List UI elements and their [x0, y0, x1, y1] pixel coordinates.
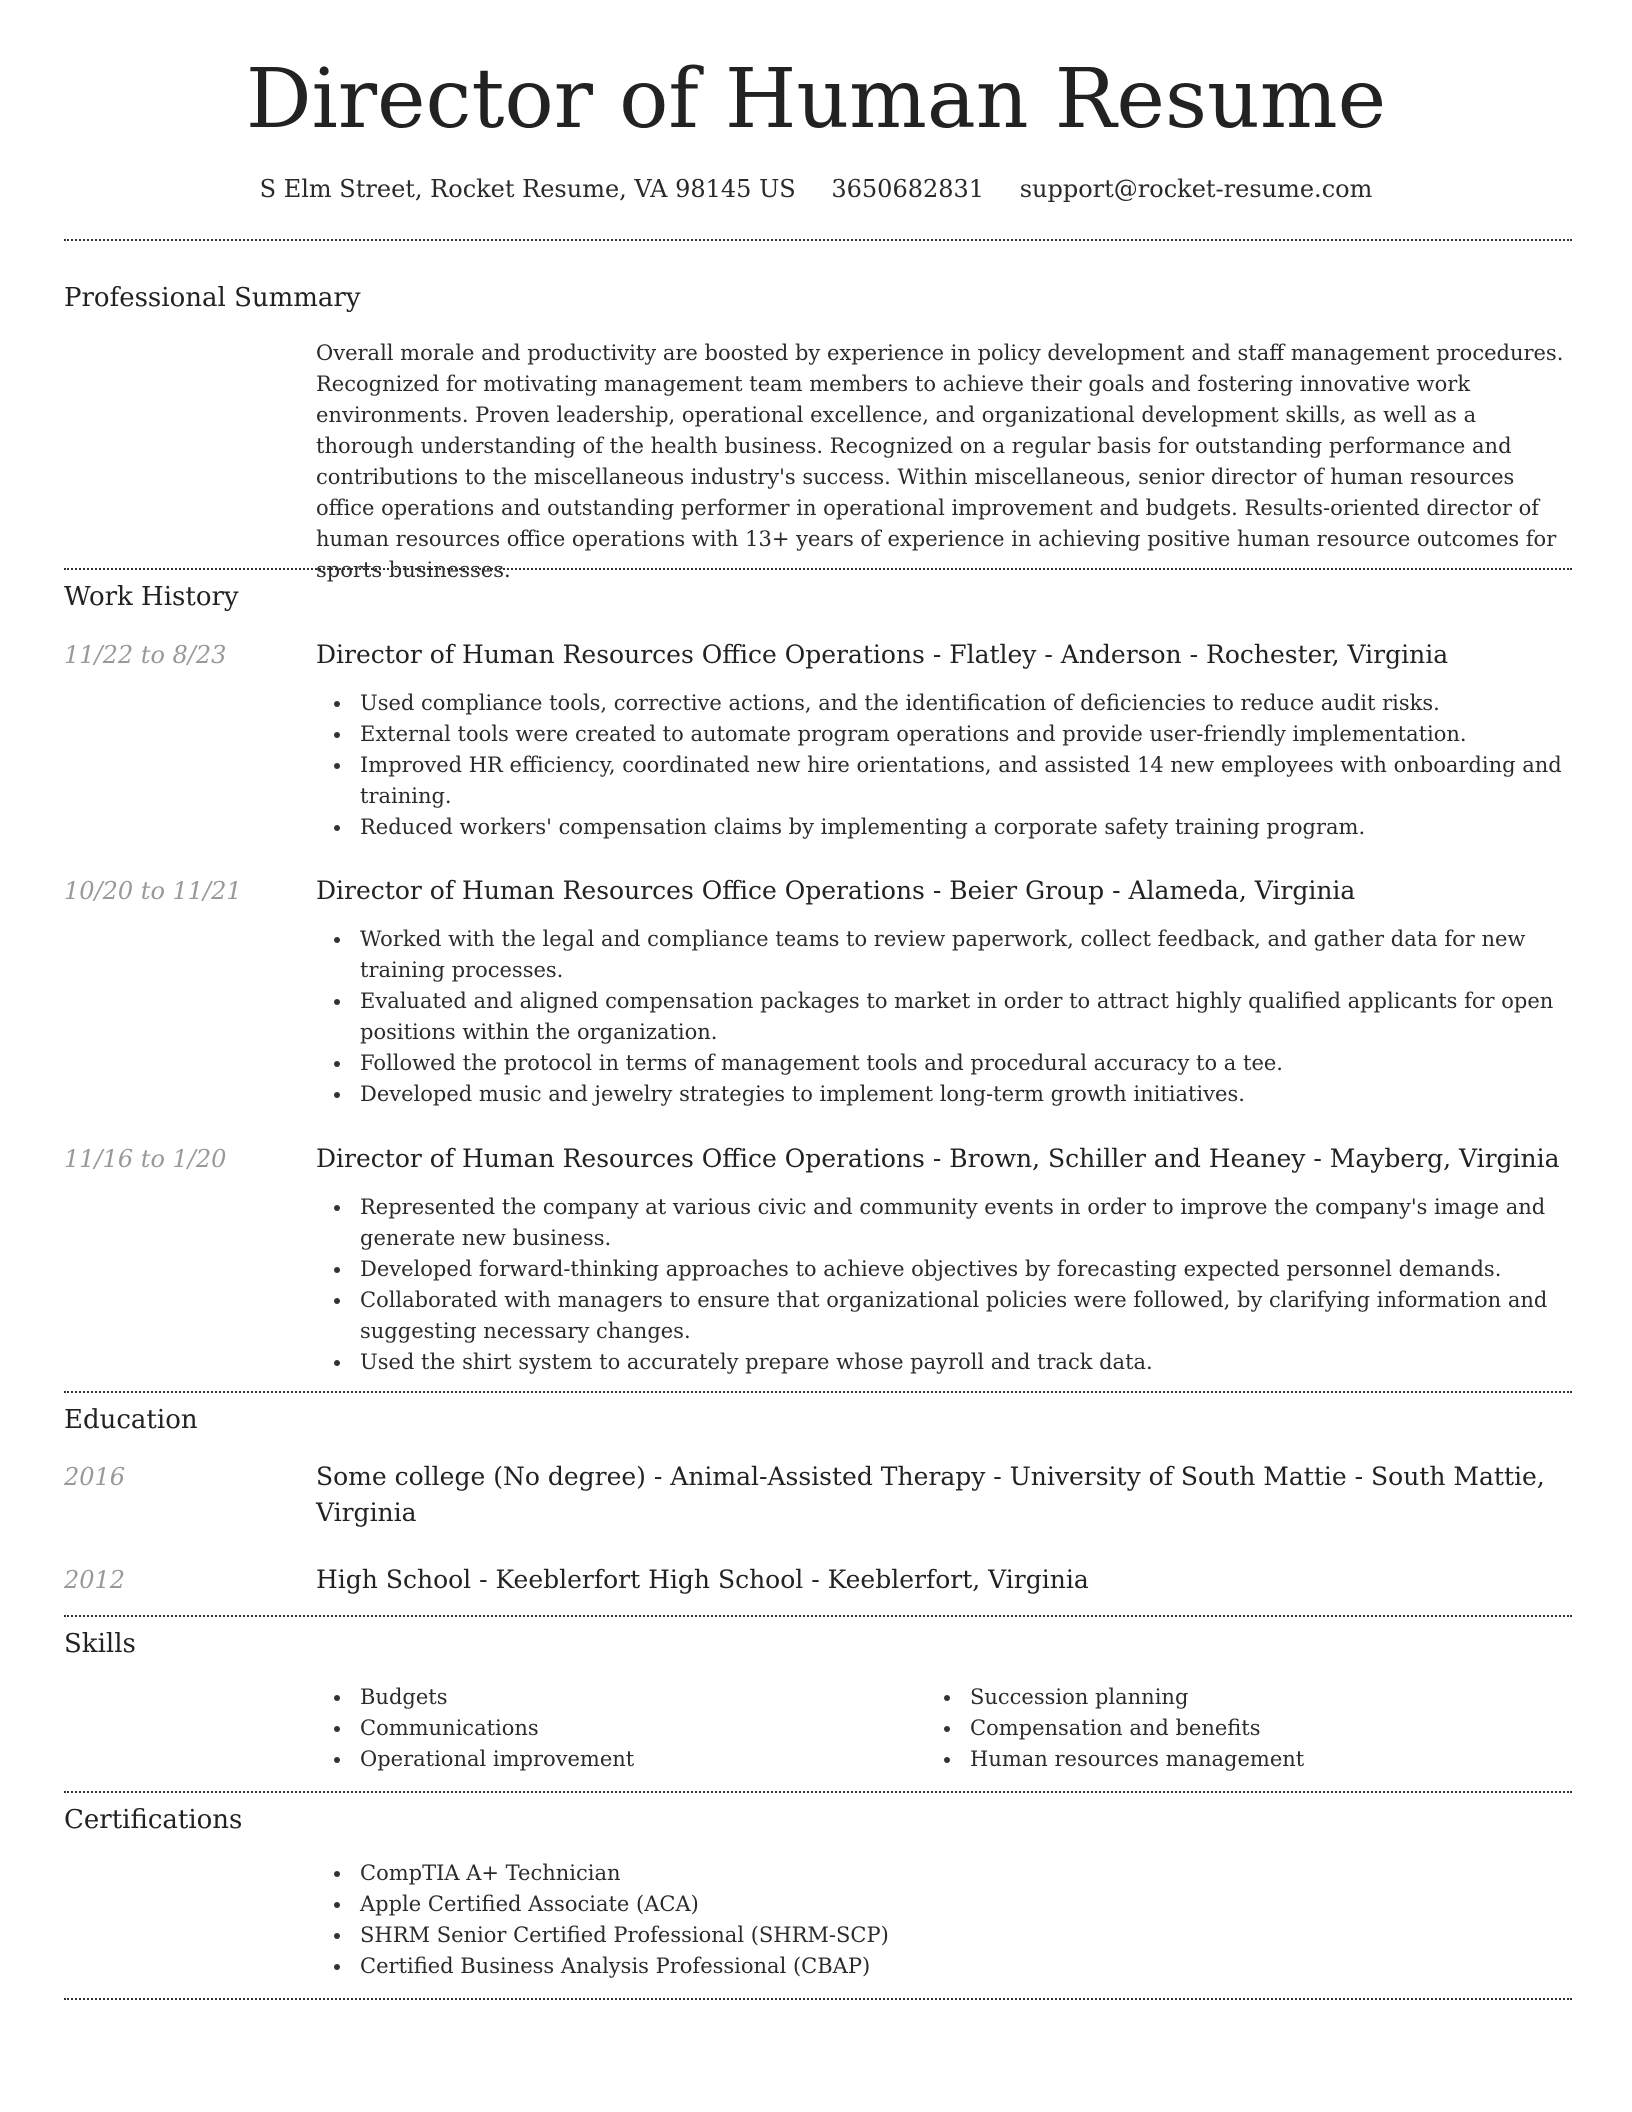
- skills-list-right: [926, 1682, 1526, 1775]
- job-dates: 11/16 to 1/20: [64, 1145, 227, 1173]
- skill-item: Budgets: [360, 1682, 916, 1713]
- job-bullet: Used the shirt system to accurately prepare whose payroll and track data.: [360, 1347, 1572, 1378]
- section-divider: [64, 1791, 1572, 1793]
- job-dates: 11/22 to 8/23: [64, 641, 227, 669]
- skill-item: Compensation and benefits: [970, 1713, 1526, 1744]
- job-bullet: External tools were created to automate program operations and provide user-friendly implementation.: [360, 719, 1572, 750]
- education-heading: Education: [64, 1405, 198, 1435]
- contact-email: support@rocket-resume.com: [1019, 175, 1373, 203]
- skill-item: Human resources management: [970, 1744, 1526, 1775]
- job-bullet: Reduced workers' compensation claims by implementing a corporate safety training program.: [360, 812, 1572, 843]
- job-bullet: Improved HR efficiency, coordinated new hire orientations, and assisted 14 new employees with onboarding and training.: [360, 750, 1572, 812]
- contact-line: [0, 172, 1632, 206]
- certification-item: Apple Certified Associate (ACA): [360, 1889, 1572, 1920]
- education-year: 2016: [64, 1463, 126, 1491]
- skills-heading: Skills: [64, 1629, 136, 1659]
- summary-heading: Professional Summary: [64, 283, 361, 313]
- job-bullet: Developed music and jewelry strategies to implement long-term growth initiatives.: [360, 1079, 1572, 1110]
- job-bullets: [316, 1192, 1572, 1378]
- job-title: Director of Human Resources Office Operations - Beier Group - Alameda, Virginia: [316, 876, 1356, 905]
- skills-list-left: [316, 1682, 916, 1775]
- job-title: Director of Human Resources Office Operations - Flatley - Anderson - Rochester, Virginia: [316, 640, 1449, 669]
- skill-item: Succession planning: [970, 1682, 1526, 1713]
- section-divider: [64, 568, 1572, 570]
- certification-item: Certified Business Analysis Professional (CBAP): [360, 1951, 1572, 1982]
- job-bullets: [316, 924, 1572, 1110]
- candidate-name: Director of Human Resume: [245, 52, 1387, 147]
- job-bullet: Represented the company at various civic and community events in order to improve the company's image and generate new business.: [360, 1192, 1572, 1254]
- skill-item: Communications: [360, 1713, 916, 1744]
- job-bullet: Worked with the legal and compliance teams to review paperwork, collect feedback, and gather data for new training processes.: [360, 924, 1572, 986]
- education-detail: High School - Keeblerfort High School - Keeblerfort, Virginia: [316, 1565, 1089, 1594]
- job-dates: 10/20 to 11/21: [64, 877, 242, 905]
- section-divider: [64, 1391, 1572, 1393]
- section-divider: [64, 239, 1572, 241]
- certification-item: CompTIA A+ Technician: [360, 1858, 1572, 1889]
- job-bullet: Evaluated and aligned compensation packages to market in order to attract highly qualified applicants for open positions within the organization.: [360, 986, 1572, 1048]
- section-divider: [64, 1615, 1572, 1617]
- section-divider: [64, 1998, 1572, 2000]
- work-history-heading: Work History: [64, 582, 239, 612]
- job-bullet: Collaborated with managers to ensure that organizational policies were followed, by clarifying information and suggesting necessary changes.: [360, 1285, 1572, 1347]
- education-detail: Some college (No degree) - Animal-Assisted Therapy - University of South Mattie - South Mattie, Virginia: [316, 1462, 1545, 1527]
- skill-item: Operational improvement: [360, 1744, 916, 1775]
- certifications-heading: Certifications: [64, 1805, 243, 1835]
- contact-phone: 3650682831: [831, 175, 985, 203]
- contact-address: S Elm Street, Rocket Resume, VA 98145 US: [259, 175, 796, 203]
- job-bullets: [316, 688, 1572, 843]
- certifications-list: [316, 1858, 1572, 1982]
- job-bullet: Developed forward-thinking approaches to achieve objectives by forecasting expected personnel demands.: [360, 1254, 1572, 1285]
- job-title: Director of Human Resources Office Operations - Brown, Schiller and Heaney - Mayberg, Virginia: [316, 1144, 1560, 1173]
- job-bullet: Followed the protocol in terms of management tools and procedural accuracy to a tee.: [360, 1048, 1572, 1079]
- summary-text: Overall morale and productivity are boosted by experience in policy development and staff management procedures. Recognized for motivating management team members to achieve their goals and fostering innovative work environments. Proven leadership, operational excellence, and organizational development skills, as well as a thorough understanding of the health business. Recognized on a regular basis for outstanding performance and contributions to the miscellaneous industry's success. Within miscellaneous, senior director of human resources office operations and outstanding performer in operational improvement and budgets. Results-oriented director of human resources office operations with 13+ years of experience in achieving positive human resource outcomes for sports businesses.: [316, 341, 1564, 582]
- certification-item: SHRM Senior Certified Professional (SHRM-SCP): [360, 1920, 1572, 1951]
- job-bullet: Used compliance tools, corrective actions, and the identification of deficiencies to reduce audit risks.: [360, 688, 1572, 719]
- education-year: 2012: [64, 1566, 126, 1594]
